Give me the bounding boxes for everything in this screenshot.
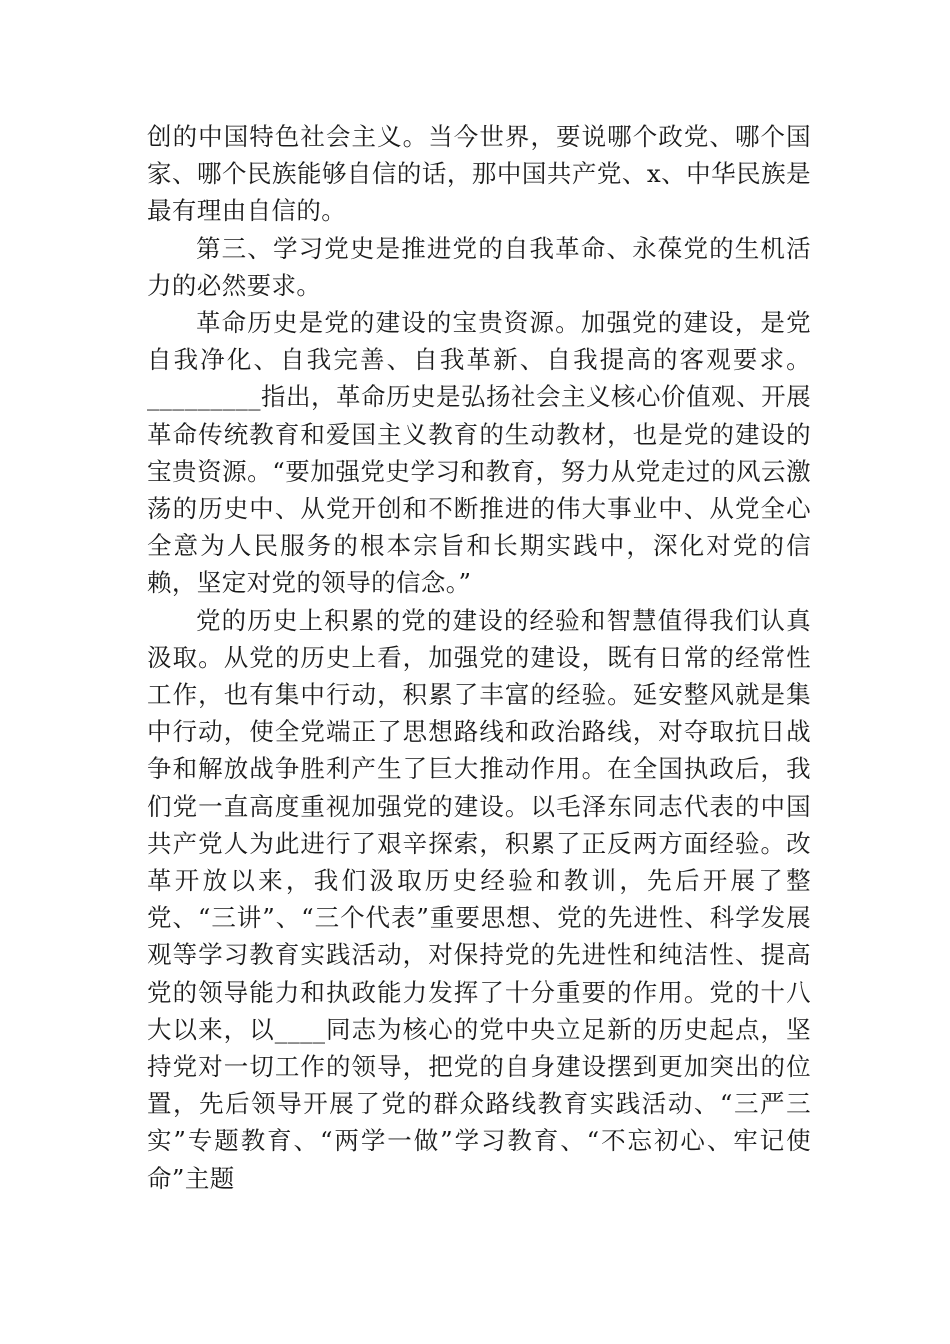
- paragraph-party-building-experience: 党的历史上积累的党的建设的经验和智慧值得我们认真汲取。从党的历史上看，加强党的建设，既有日常的经常性工作，也有集中行动，积累了丰富的经验。延安整风就是集中行动，使全党端正了思想路线和政治路线，对夺取抗日战争和解放战争胜利产生了巨大推动作用。在全国执政后，我们党一直高度重视加强党的建设。以毛泽东同志代表的中国共产党人为此进行了艰辛探索，积累了正反两方面经验。改革开放以来，我们汲取历史经验和教训，先后开展了整党、“三讲”、“三个代表”重要思想、党的先进性、科学发展观等学习教育实践活动，对保持党的先进性和纯洁性、提高党的领导能力和执政能力发挥了十分重要的作用。党的十八大以来，以____同志为核心的党中央立足新的历史起点，坚持党对一切工作的领导，把党的自身建设摆到更加突出的位置，先后领导开展了党的群众路线教育实践活动、“三严三实”专题教育、“两学一做”学习教育、“不忘初心、牢记使命”主题: [147, 605, 811, 1193]
- document-body: [147, 118, 811, 1197]
- paragraph-continuation: 创的中国特色社会主义。当今世界，要说哪个政党、哪个国家、哪个民族能够自信的话，那中国共产党、x、中华民族是最有理由自信的。: [147, 122, 811, 226]
- paragraph-section-heading: 第三、学习党史是推进党的自我革命、永葆党的生机活力的必然要求。: [147, 233, 811, 300]
- paragraph-revolutionary-history: 革命历史是党的建设的宝贵资源。加强党的建设，是党自我净化、自我完善、自我革新、自我提高的客观要求。_________指出，革命历史是弘扬社会主义核心价值观、开展革命传统教育和爱国主义教育的生动教材，也是党的建设的宝贵资源。“要加强党史学习和教育，努力从党走过的风云激荡的历史中、从党开创和不断推进的伟大事业中、从党全心全意为人民服务的根本宗旨和长期实践中，深化对党的信赖，坚定对党的领导的信念。”: [147, 308, 811, 598]
